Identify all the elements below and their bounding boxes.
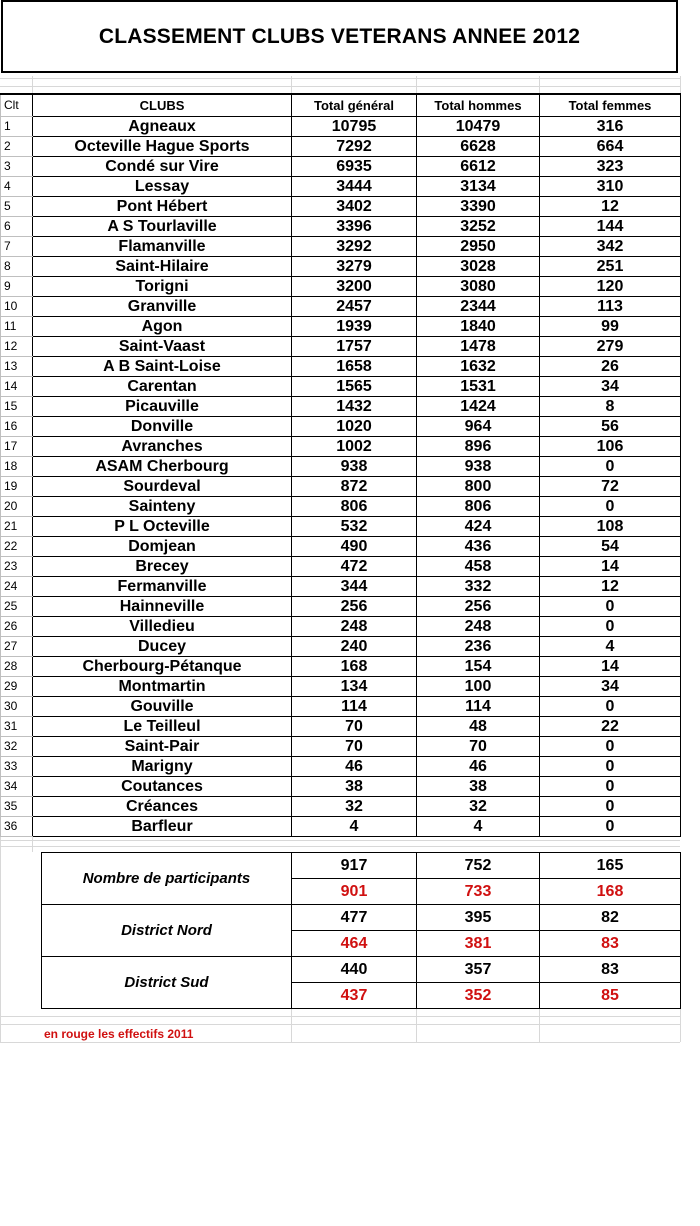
club-name-cell: A B Saint-Loise — [33, 356, 292, 376]
club-name-cell: Agneaux — [33, 116, 292, 136]
total-men-cell: 3390 — [417, 196, 540, 216]
table-row — [1, 616, 681, 636]
table-row — [1, 736, 681, 756]
rank-cell: 12 — [1, 336, 33, 356]
summary-general-y2012: 917 — [292, 853, 417, 879]
rank-cell: 4 — [1, 176, 33, 196]
total-women-cell: 106 — [540, 436, 681, 456]
rank-cell: 18 — [1, 456, 33, 476]
summary-men-y2012: 357 — [417, 957, 540, 983]
rank-cell: 19 — [1, 476, 33, 496]
club-name-cell: Saint-Hilaire — [33, 256, 292, 276]
club-name-cell: Cherbourg-Pétanque — [33, 656, 292, 676]
total-men-cell: 100 — [417, 676, 540, 696]
table-row — [1, 756, 681, 776]
total-women-cell: 8 — [540, 396, 681, 416]
table-row — [1, 496, 681, 516]
total-men-cell: 2950 — [417, 236, 540, 256]
total-men-cell: 70 — [417, 736, 540, 756]
rank-cell: 2 — [1, 136, 33, 156]
club-name-cell: Saint-Pair — [33, 736, 292, 756]
ranking-table — [0, 93, 681, 837]
table-row — [1, 336, 681, 356]
total-men-cell: 1531 — [417, 376, 540, 396]
club-name-cell: Le Teilleul — [33, 716, 292, 736]
total-women-cell: 664 — [540, 136, 681, 156]
total-general-cell: 256 — [292, 596, 417, 616]
total-general-cell: 1432 — [292, 396, 417, 416]
total-men-cell: 1632 — [417, 356, 540, 376]
table-row — [1, 456, 681, 476]
total-women-cell: 22 — [540, 716, 681, 736]
table-row — [1, 196, 681, 216]
summary-women-y2012: 83 — [540, 957, 681, 983]
club-name-cell: Agon — [33, 316, 292, 336]
total-men-cell: 2344 — [417, 296, 540, 316]
total-women-cell: 12 — [540, 196, 681, 216]
total-women-cell: 342 — [540, 236, 681, 256]
total-women-cell: 0 — [540, 616, 681, 636]
summary-women-y2011: 85 — [540, 983, 681, 1009]
summary-general-y2011: 901 — [292, 879, 417, 905]
table-row — [1, 656, 681, 676]
summary-women-y2011: 83 — [540, 931, 681, 957]
total-general-cell: 1939 — [292, 316, 417, 336]
total-men-cell: 114 — [417, 696, 540, 716]
total-men-cell: 1478 — [417, 336, 540, 356]
total-women-cell: 26 — [540, 356, 681, 376]
total-men-cell: 38 — [417, 776, 540, 796]
table-row — [1, 216, 681, 236]
total-men-cell: 46 — [417, 756, 540, 776]
rank-cell: 35 — [1, 796, 33, 816]
total-men-cell: 256 — [417, 596, 540, 616]
summary-women-y2012: 82 — [540, 905, 681, 931]
club-name-cell: Picauville — [33, 396, 292, 416]
total-men-cell: 806 — [417, 496, 540, 516]
table-row — [1, 796, 681, 816]
table-row — [1, 136, 681, 156]
table-row — [1, 476, 681, 496]
rank-cell: 30 — [1, 696, 33, 716]
club-name-cell: Domjean — [33, 536, 292, 556]
total-women-cell: 0 — [540, 496, 681, 516]
total-general-cell: 240 — [292, 636, 417, 656]
total-general-cell: 32 — [292, 796, 417, 816]
club-name-cell: ASAM Cherbourg — [33, 456, 292, 476]
total-general-cell: 3396 — [292, 216, 417, 236]
total-women-cell: 316 — [540, 116, 681, 136]
rank-cell: 16 — [1, 416, 33, 436]
total-general-cell: 472 — [292, 556, 417, 576]
table-row — [1, 516, 681, 536]
total-general-cell: 1565 — [292, 376, 417, 396]
total-women-cell: 34 — [540, 376, 681, 396]
summary-general-y2012: 440 — [292, 957, 417, 983]
total-men-cell: 154 — [417, 656, 540, 676]
rank-cell: 14 — [1, 376, 33, 396]
total-general-cell: 168 — [292, 656, 417, 676]
table-row — [1, 116, 681, 136]
header-rank: Clt — [1, 94, 33, 116]
rank-cell: 13 — [1, 356, 33, 376]
table-row — [1, 436, 681, 456]
rank-cell: 23 — [1, 556, 33, 576]
club-name-cell: Brecey — [33, 556, 292, 576]
total-general-cell: 938 — [292, 456, 417, 476]
rank-cell: 21 — [1, 516, 33, 536]
club-name-cell: Ducey — [33, 636, 292, 656]
total-general-cell: 70 — [292, 736, 417, 756]
total-men-cell: 48 — [417, 716, 540, 736]
table-row — [1, 636, 681, 656]
total-men-cell: 4 — [417, 816, 540, 836]
rank-cell: 32 — [1, 736, 33, 756]
club-name-cell: Avranches — [33, 436, 292, 456]
total-men-cell: 896 — [417, 436, 540, 456]
total-women-cell: 14 — [540, 556, 681, 576]
total-women-cell: 12 — [540, 576, 681, 596]
total-women-cell: 144 — [540, 216, 681, 236]
table-row — [1, 236, 681, 256]
total-men-cell: 236 — [417, 636, 540, 656]
title-box — [1, 0, 678, 73]
rank-cell: 31 — [1, 716, 33, 736]
header-total-general: Total général — [292, 94, 417, 116]
table-row — [1, 676, 681, 696]
rank-cell: 6 — [1, 216, 33, 236]
club-name-cell: Sourdeval — [33, 476, 292, 496]
club-name-cell: Gouville — [33, 696, 292, 716]
total-women-cell: 323 — [540, 156, 681, 176]
total-women-cell: 310 — [540, 176, 681, 196]
total-general-cell: 114 — [292, 696, 417, 716]
total-men-cell: 3134 — [417, 176, 540, 196]
rank-cell: 17 — [1, 436, 33, 456]
table-row — [1, 256, 681, 276]
rank-cell: 25 — [1, 596, 33, 616]
total-women-cell: 251 — [540, 256, 681, 276]
total-general-cell: 3279 — [292, 256, 417, 276]
total-general-cell: 7292 — [292, 136, 417, 156]
table-row — [1, 296, 681, 316]
total-women-cell: 0 — [540, 696, 681, 716]
table-row — [1, 376, 681, 396]
page-title: CLASSEMENT CLUBS VETERANS ANNEE 2012 — [98, 24, 581, 48]
club-name-cell: Villedieu — [33, 616, 292, 636]
summary-label: District Sud — [42, 957, 292, 1009]
total-women-cell: 0 — [540, 816, 681, 836]
table-row — [1, 396, 681, 416]
total-men-cell: 248 — [417, 616, 540, 636]
total-general-cell: 10795 — [292, 116, 417, 136]
rank-cell: 20 — [1, 496, 33, 516]
table-row — [1, 416, 681, 436]
total-women-cell: 113 — [540, 296, 681, 316]
total-women-cell: 0 — [540, 776, 681, 796]
club-name-cell: Flamanville — [33, 236, 292, 256]
legend-note: en rouge les effectifs 2011 — [44, 1027, 194, 1041]
summary-general-y2011: 437 — [292, 983, 417, 1009]
club-name-cell: Sainteny — [33, 496, 292, 516]
summary-general-y2012: 477 — [292, 905, 417, 931]
summary-row — [42, 957, 681, 983]
total-men-cell: 6628 — [417, 136, 540, 156]
total-general-cell: 1757 — [292, 336, 417, 356]
summary-men-y2012: 752 — [417, 853, 540, 879]
total-general-cell: 3444 — [292, 176, 417, 196]
total-general-cell: 532 — [292, 516, 417, 536]
header-total-men: Total hommes — [417, 94, 540, 116]
summary-general-y2011: 464 — [292, 931, 417, 957]
total-men-cell: 964 — [417, 416, 540, 436]
header-club: CLUBS — [33, 94, 292, 116]
club-name-cell: Marigny — [33, 756, 292, 776]
rank-cell: 29 — [1, 676, 33, 696]
total-general-cell: 1002 — [292, 436, 417, 456]
rank-cell: 10 — [1, 296, 33, 316]
table-row — [1, 536, 681, 556]
summary-men-y2012: 395 — [417, 905, 540, 931]
total-women-cell: 14 — [540, 656, 681, 676]
rank-cell: 28 — [1, 656, 33, 676]
table-row — [1, 176, 681, 196]
total-general-cell: 490 — [292, 536, 417, 556]
table-row — [1, 556, 681, 576]
total-women-cell: 56 — [540, 416, 681, 436]
rank-cell: 36 — [1, 816, 33, 836]
total-women-cell: 0 — [540, 796, 681, 816]
rank-cell: 1 — [1, 116, 33, 136]
table-row — [1, 356, 681, 376]
total-women-cell: 279 — [540, 336, 681, 356]
rank-cell: 26 — [1, 616, 33, 636]
total-men-cell: 424 — [417, 516, 540, 536]
total-women-cell: 54 — [540, 536, 681, 556]
total-women-cell: 0 — [540, 456, 681, 476]
club-name-cell: Barfleur — [33, 816, 292, 836]
total-women-cell: 4 — [540, 636, 681, 656]
club-name-cell: Donville — [33, 416, 292, 436]
total-women-cell: 99 — [540, 316, 681, 336]
table-row — [1, 696, 681, 716]
club-name-cell: Lessay — [33, 176, 292, 196]
total-men-cell: 6612 — [417, 156, 540, 176]
club-name-cell: Fermanville — [33, 576, 292, 596]
club-name-cell: Coutances — [33, 776, 292, 796]
club-name-cell: A S Tourlaville — [33, 216, 292, 236]
total-women-cell: 0 — [540, 736, 681, 756]
rank-cell: 22 — [1, 536, 33, 556]
total-general-cell: 806 — [292, 496, 417, 516]
rank-cell: 9 — [1, 276, 33, 296]
total-general-cell: 344 — [292, 576, 417, 596]
summary-row — [42, 853, 681, 879]
summary-men-y2011: 733 — [417, 879, 540, 905]
rank-cell: 33 — [1, 756, 33, 776]
total-men-cell: 3028 — [417, 256, 540, 276]
rank-cell: 34 — [1, 776, 33, 796]
header-total-women: Total femmes — [540, 94, 681, 116]
table-row — [1, 716, 681, 736]
total-men-cell: 458 — [417, 556, 540, 576]
total-women-cell: 120 — [540, 276, 681, 296]
rank-cell: 15 — [1, 396, 33, 416]
total-general-cell: 134 — [292, 676, 417, 696]
total-general-cell: 1020 — [292, 416, 417, 436]
rank-cell: 7 — [1, 236, 33, 256]
table-row — [1, 816, 681, 836]
club-name-cell: Torigni — [33, 276, 292, 296]
table-row — [1, 596, 681, 616]
total-general-cell: 38 — [292, 776, 417, 796]
rank-cell: 27 — [1, 636, 33, 656]
total-men-cell: 436 — [417, 536, 540, 556]
club-name-cell: P L Octeville — [33, 516, 292, 536]
club-name-cell: Saint-Vaast — [33, 336, 292, 356]
club-name-cell: Octeville Hague Sports — [33, 136, 292, 156]
total-general-cell: 4 — [292, 816, 417, 836]
total-women-cell: 0 — [540, 596, 681, 616]
total-general-cell: 70 — [292, 716, 417, 736]
total-men-cell: 1424 — [417, 396, 540, 416]
rank-cell: 3 — [1, 156, 33, 176]
total-general-cell: 3402 — [292, 196, 417, 216]
summary-row — [42, 905, 681, 931]
summary-label: District Nord — [42, 905, 292, 957]
total-men-cell: 938 — [417, 456, 540, 476]
club-name-cell: Créances — [33, 796, 292, 816]
total-men-cell: 332 — [417, 576, 540, 596]
total-men-cell: 1840 — [417, 316, 540, 336]
total-men-cell: 3252 — [417, 216, 540, 236]
club-name-cell: Montmartin — [33, 676, 292, 696]
club-name-cell: Pont Hébert — [33, 196, 292, 216]
summary-men-y2011: 352 — [417, 983, 540, 1009]
total-women-cell: 72 — [540, 476, 681, 496]
total-men-cell: 3080 — [417, 276, 540, 296]
table-row — [1, 576, 681, 596]
table-row — [1, 156, 681, 176]
club-name-cell: Granville — [33, 296, 292, 316]
total-women-cell: 34 — [540, 676, 681, 696]
table-row — [1, 276, 681, 296]
total-women-cell: 0 — [540, 756, 681, 776]
table-row — [1, 776, 681, 796]
total-men-cell: 800 — [417, 476, 540, 496]
rank-cell: 11 — [1, 316, 33, 336]
club-name-cell: Carentan — [33, 376, 292, 396]
summary-table — [41, 852, 681, 1009]
total-general-cell: 872 — [292, 476, 417, 496]
total-general-cell: 3292 — [292, 236, 417, 256]
total-general-cell: 46 — [292, 756, 417, 776]
total-general-cell: 3200 — [292, 276, 417, 296]
summary-women-y2011: 168 — [540, 879, 681, 905]
rank-cell: 24 — [1, 576, 33, 596]
table-row — [1, 316, 681, 336]
club-name-cell: Hainneville — [33, 596, 292, 616]
total-women-cell: 108 — [540, 516, 681, 536]
total-general-cell: 248 — [292, 616, 417, 636]
rank-cell: 5 — [1, 196, 33, 216]
summary-women-y2012: 165 — [540, 853, 681, 879]
header-row — [1, 94, 681, 116]
total-general-cell: 2457 — [292, 296, 417, 316]
summary-men-y2011: 381 — [417, 931, 540, 957]
club-name-cell: Condé sur Vire — [33, 156, 292, 176]
total-general-cell: 6935 — [292, 156, 417, 176]
summary-label: Nombre de participants — [42, 853, 292, 905]
total-men-cell: 10479 — [417, 116, 540, 136]
total-general-cell: 1658 — [292, 356, 417, 376]
rank-cell: 8 — [1, 256, 33, 276]
total-men-cell: 32 — [417, 796, 540, 816]
